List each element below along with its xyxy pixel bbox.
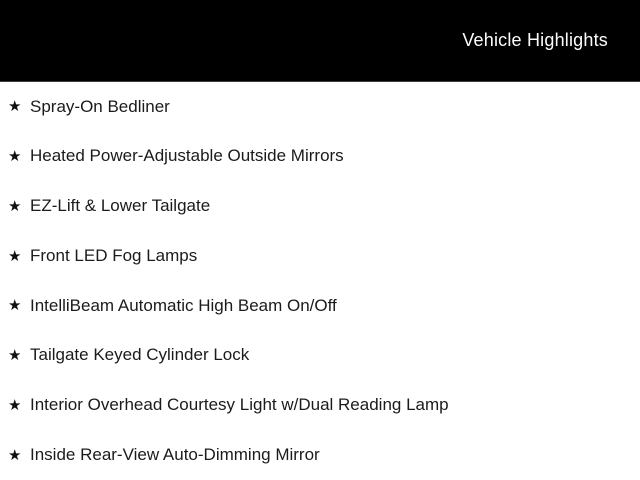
highlight-label: Tailgate Keyed Cylinder Lock [30,345,250,365]
highlight-label: Interior Overhead Courtesy Light w/Dual Reading Lamp [30,395,449,415]
list-item [0,231,640,281]
highlight-label: EZ-Lift & Lower Tailgate [30,196,211,216]
list-item [0,430,640,480]
star-icon: ★ [8,395,22,414]
highlight-label: Spray-On Bedliner [30,96,170,116]
highlight-label: Front LED Fog Lamps [30,245,198,265]
list-item [0,331,640,381]
list-item [0,281,640,331]
star-icon: ★ [8,445,22,464]
list-item [0,132,640,182]
star-icon: ★ [8,346,22,365]
highlights-list [0,82,640,480]
star-icon: ★ [8,196,22,215]
highlight-label: IntelliBeam Automatic High Beam On/Off [30,295,337,315]
page-title: Vehicle Highlights [462,30,608,50]
highlight-label: Heated Power-Adjustable Outside Mirrors [30,146,344,166]
header-bar [0,0,640,82]
list-item [0,381,640,431]
list-item [0,82,640,132]
star-icon: ★ [8,147,22,166]
star-icon: ★ [8,246,22,265]
highlight-label: Inside Rear-View Auto-Dimming Mirror [30,444,320,464]
star-icon: ★ [8,97,22,116]
list-item [0,182,640,232]
star-icon: ★ [8,296,22,315]
